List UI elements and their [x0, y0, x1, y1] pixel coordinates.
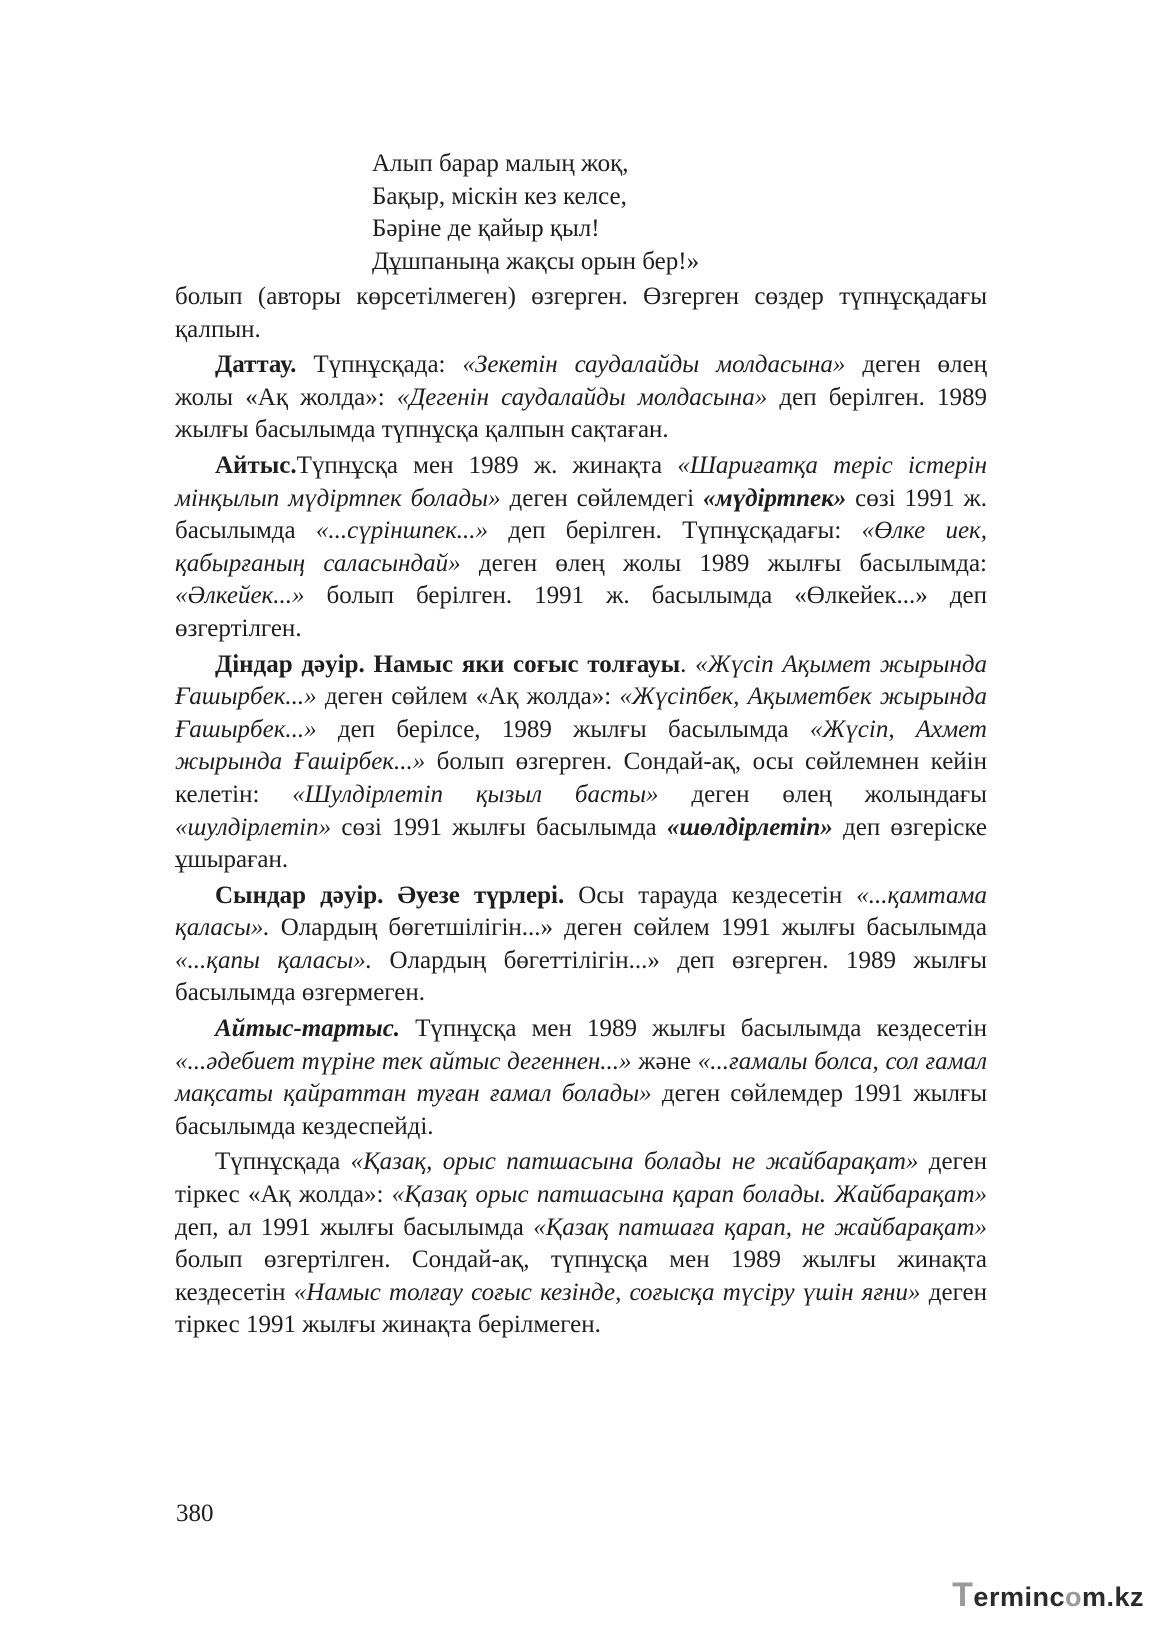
watermark-logo: Termincom.kz: [952, 1576, 1144, 1614]
verse-line: Алып барар малың жоқ,: [372, 150, 629, 177]
paragraph-continuation: болып (авторы көрсетілмеген) өзгерген. Өзгерген сөздер түпнұсқадағы қалпын.: [175, 283, 987, 343]
verse-line: Бақыр, міскін кез келсе,: [372, 182, 627, 210]
verse-block: [372, 148, 699, 278]
verse-line: Бәріне де қайыр қыл!: [372, 215, 600, 242]
verse-line: Дұшпаныңа жақсы орын бер!»: [372, 247, 700, 275]
main-text: [175, 281, 987, 1345]
page-number: 380: [176, 1500, 214, 1527]
paragraph-aitys: Айтыс.Түпнұсқа мен 1989 ж. жинақта «Шариғатқа теріс істерін мінқылып мүдіртпек болады» деген сөйлемдегі «мүдіртпек» сөзі 1991 ж. басылымда «...сүріншпек...» деп берілген. Түпнұсқадағы: «Өлке иек, қабырғаның саласындай» деген өлең жолы 1989 жылғы басылымда: «Әлкейек...» болып берілген. 1991 ж. басылымда «Өлкейек...» деп өзгертілген.: [175, 451, 988, 642]
paragraph-dindar-dauir: Діндар дәуір. Намыс яки соғыс толғауы. «Жүсіп Ақымет жырында Ғашырбек...» деген сөйлем «Ақ жолда»: «Жүсіпбек, Ақыметбек жырында Ғашырбек...» деп берілсе, 1989 жылғы басылымда «Жүсіп, Ахмет жырында Ғашірбек...» болып өзгерген. Сондай-ақ, осы сөйлемнен кейін келетін: «Шулдірлетіп қызыл басты» деген өлең жолындағы «шулдірлетіп» сөзі 1991 жылғы басылымда «шөлдірлетіп» деп өзгеріске ұшыраған.: [175, 650, 988, 874]
paragraph-aitys-tartys: Айтыс-тартыс. Түпнұсқа мен 1989 жылғы басылымда кездесетін «...әдебиет түріне тек айтыс дегеннен...» және «...ғамалы болса, сол ғамал мақсаты қайраттан туған ғамал болады» деген сөйлемдер 1991 жылғы басылымда кездеспейді.: [175, 1015, 988, 1140]
paragraph-syndar-dauir: Сындар дәуір. Әуезе түрлері. Осы тарауда кездесетін «...қамтама қаласы». Олардың бөгетшілігін...» деген сөйлем 1991 жылғы басылымда «...қапы қаласы». Олардың бөгеттілігін...» деп өзгерген. 1989 жылғы басылымда өзгермеген.: [175, 881, 987, 1007]
paragraph-tupnuskada: Түпнұсқада «Қазақ, орыс патшасына болады не жайбарақат» деген тіркес «Ақ жолда»: «Қазақ орыс патшасына қарап болады. Жайбарақат» деп, ал 1991 жылғы басылымда «Қазақ патшаға қарап, не жайбарақат» болып өзгертілген. Сондай-ақ, түпнұсқа мен 1989 жылғы жинақта кездесетін «Намыс толғау соғыс кезінде, соғысқа түсіру үшін яғни» деген тіркес 1991 жылғы жинақта берілмеген.: [175, 1148, 987, 1339]
paragraph-dattau: Даттау. Түпнұсқада: «Зекетін саудалайды молдасына» деген өлең жолы «Ақ жолда»: «Дегенін саудалайды молдасына» деп берілген. 1989 жылғы басылымда түпнұсқа қалпын сақтаған.: [175, 351, 987, 444]
